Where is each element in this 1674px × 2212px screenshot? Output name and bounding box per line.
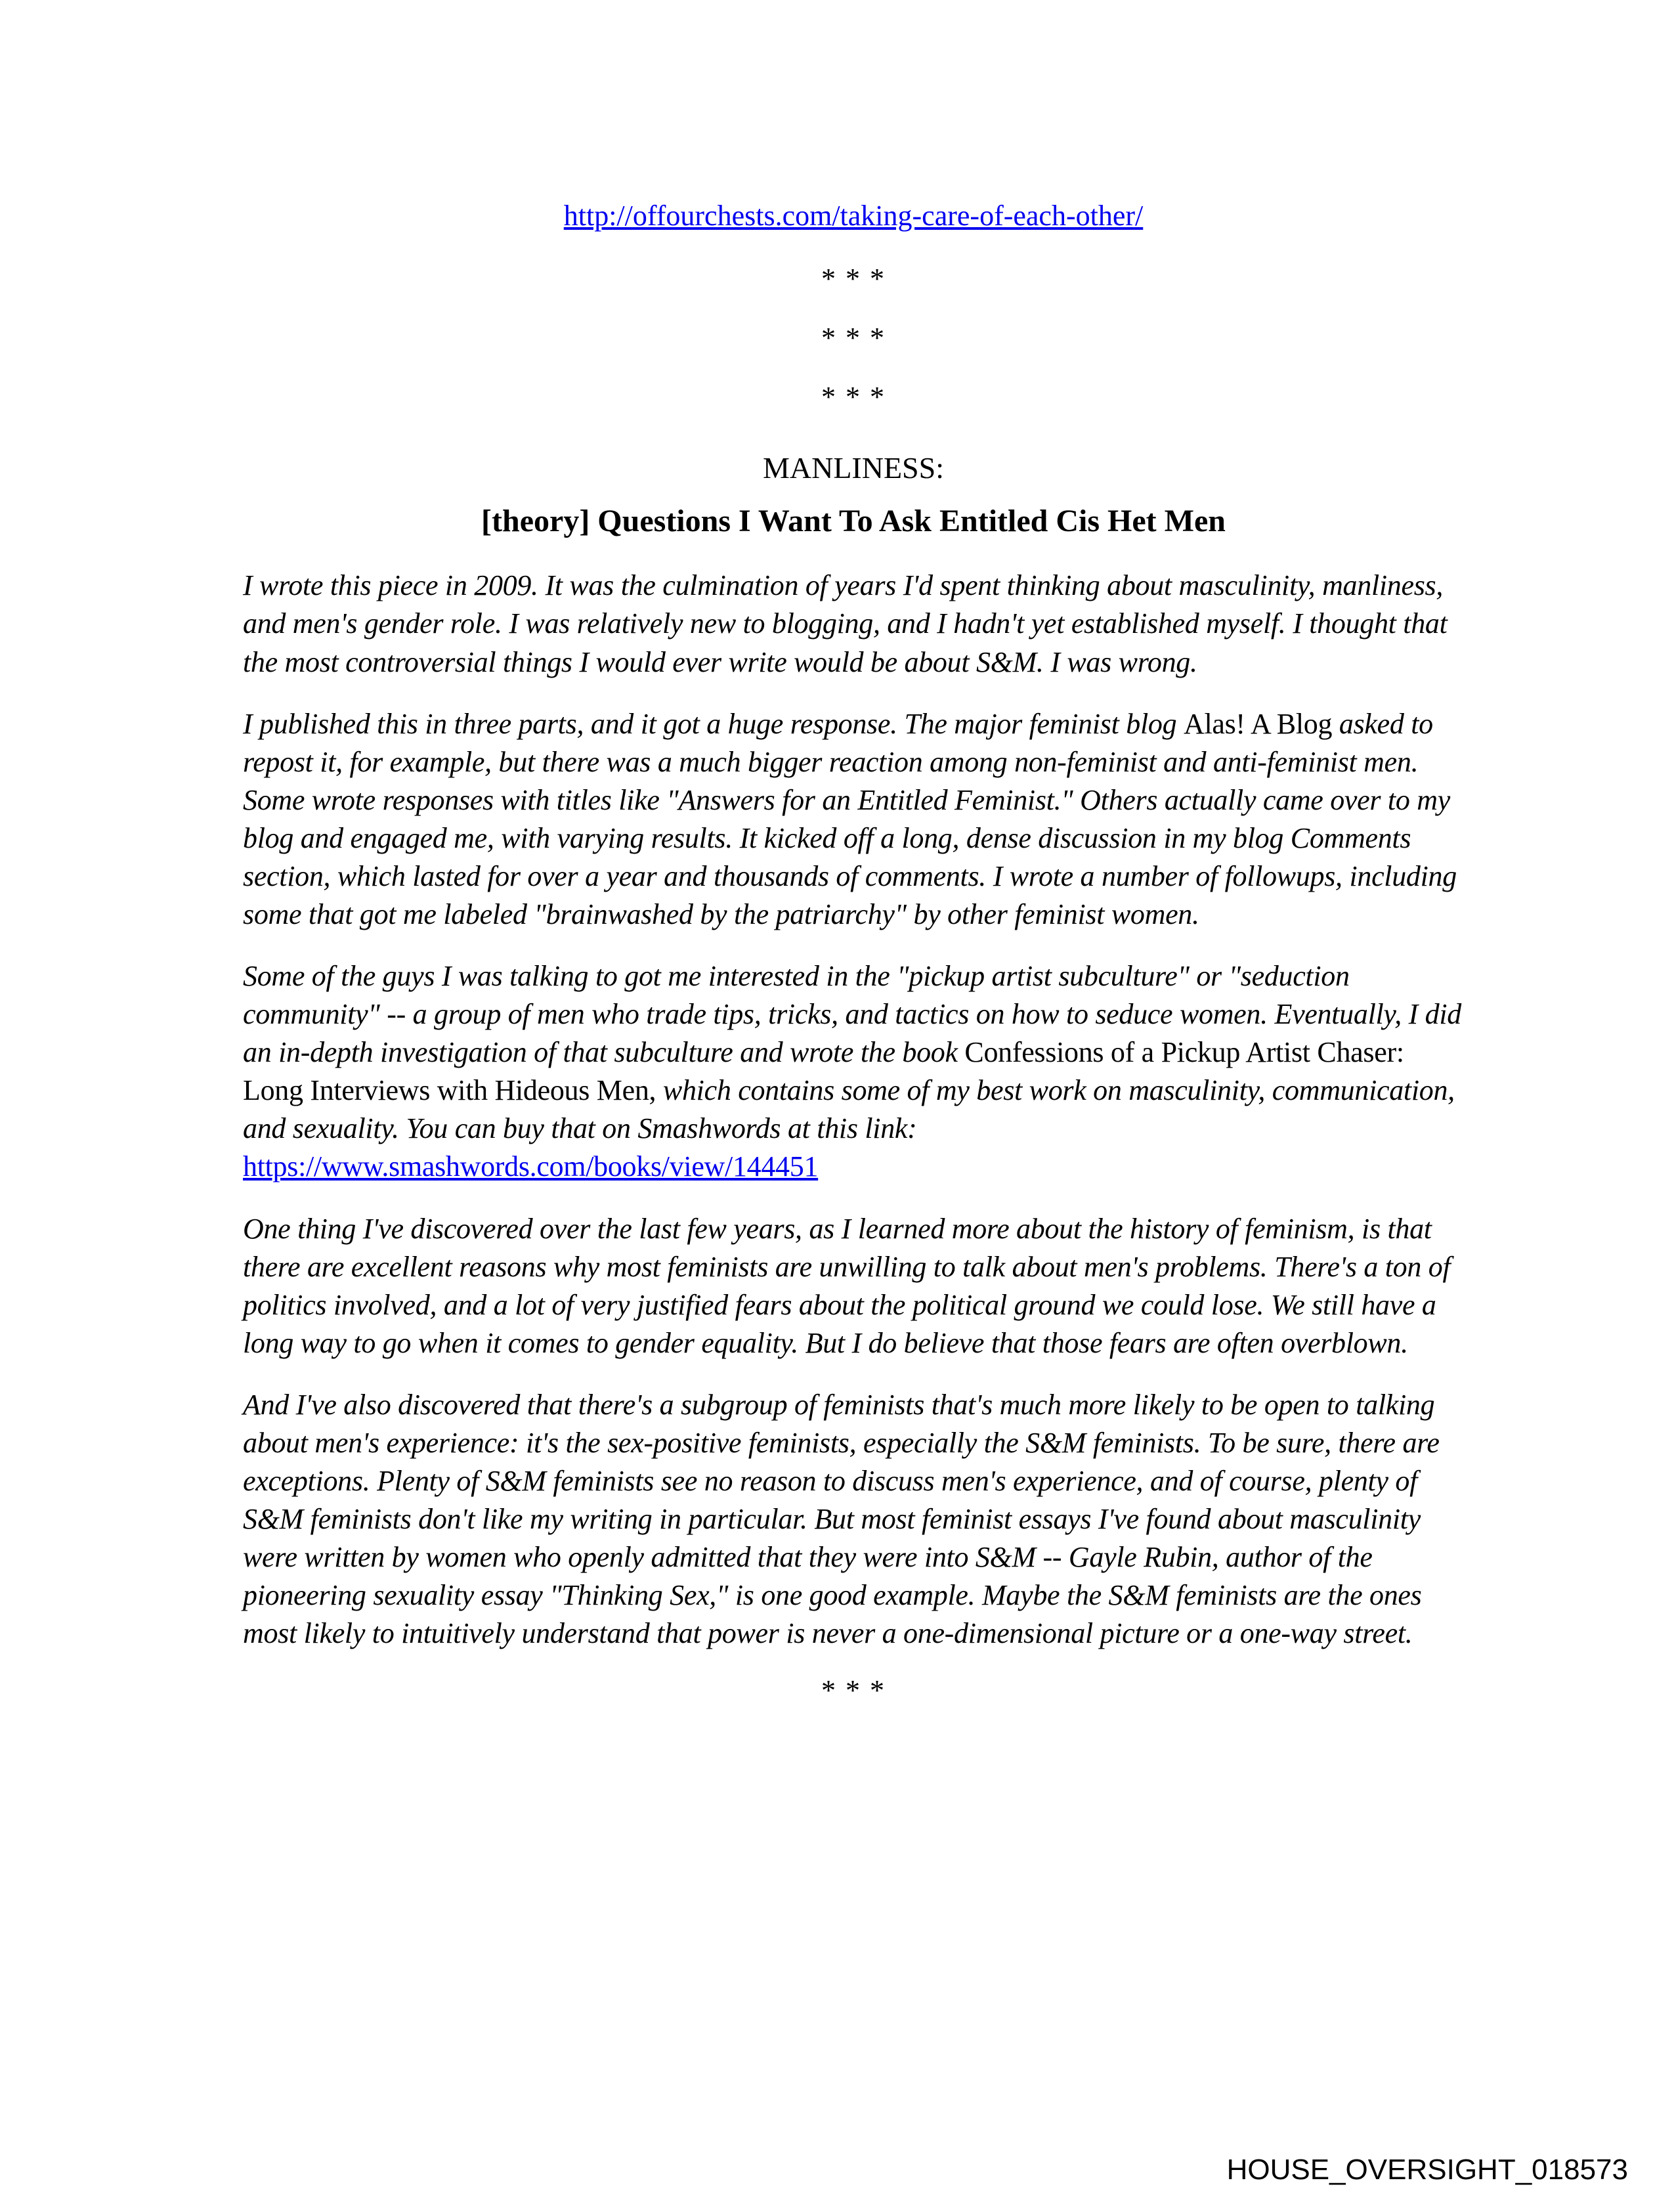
text-segment: asked to repost it, for example, but there was a much bigger reaction among non-feminist and anti-feminist men. Some wrote responses with titles like "Answers for an Entitled Feminist." Others actually came over to my blog and engaged me, with varying results. It kicked off a long, dense discussion in my blog Comments section, which lasted for over a year and thousands of comments. I wrote a number of followups, including some that got me labeled "brainwashed by the patriarchy" by other feminist women. xyxy=(243,707,1457,930)
paragraph xyxy=(243,1210,1464,1362)
asterisk-separator: * * * xyxy=(821,322,886,355)
asterisk-separator: * * * xyxy=(821,381,886,414)
asterisk-separator: * * * xyxy=(821,263,886,295)
smashwords-link[interactable]: https://www.smashwords.com/books/view/144451 xyxy=(243,1150,819,1183)
paragraph xyxy=(243,1386,1464,1653)
paragraph xyxy=(243,567,1464,681)
body-paragraphs xyxy=(243,567,1464,1653)
text-segment: And I've also discovered that there's a subgroup of feminists that's much more likely to be open to talking about men's experience: it's the sex-positive feminists, especially the S&M feminists. To be sure, there are exceptions. Plenty of S&M feminists see no reason to discuss men's experience, and of course, plenty of S&M feminists don't like my writing in particular. But most feminist essays I've found about masculinity were written by women who openly admitted that they were into S&M -- Gayle Rubin, author of the pioneering sexuality essay "Thinking Sex," is one good example. Maybe the S&M feminists are the ones most likely to intuitively understand that power is never a one-dimensional picture or a one-way street. xyxy=(243,1388,1440,1650)
offourchests-link[interactable]: http://offourchests.com/taking-care-of-each-other/ xyxy=(563,200,1144,232)
paragraph xyxy=(243,957,1464,1186)
text-segment: which contains some of my best work on masculinity, communication, and sexuality. You can buy that on Smashwords at this link: xyxy=(243,1074,1455,1145)
text-segment: I wrote this piece in 2009. It was the culmination of years I'd spent thinking about masculinity, manliness, and men's gender role. I was relatively new to blogging, and I hadn't yet established myself. I thought that the most controversial things I would ever write would be about S&M. I was wrong. xyxy=(243,569,1448,678)
text-segment: One thing I've discovered over the last few years, as I learned more about the history of feminism, is that there are excellent reasons why most feminists are unwilling to talk about men's problems. There's a ton of politics involved, and a lot of very justified fears about the political ground we could lose. We still have a long way to go when it comes to gender equality. But I do believe that those fears are often overblown. xyxy=(243,1212,1451,1359)
paragraph xyxy=(243,705,1464,934)
text-segment: Alas! A Blog xyxy=(1183,707,1333,740)
page-title: [theory] Questions I Want To Ask Entitled Cis Het Men xyxy=(481,503,1226,538)
top-link-row xyxy=(243,197,1464,234)
text-segment: Some of the guys I was talking to got me interested in the "pickup artist subculture" or "seduction community" -- a group of men who trade tips, tricks, and tactics on how to seduce women. Eventually, I did an in-depth investigation of that subculture and wrote the book xyxy=(243,960,1461,1069)
text-segment: Confessions of a Pickup Artist Chaser: Long Interviews with Hideous Men, xyxy=(243,1036,1404,1107)
closing-asterisk-separator: * * * xyxy=(821,1674,886,1707)
bates-stamp: HOUSE_OVERSIGHT_018573 xyxy=(1226,2154,1628,2186)
text-segment: I published this in three parts, and it got a huge response. The major feminist blog xyxy=(243,707,1184,740)
section-label: MANLINESS: xyxy=(762,451,945,485)
page-header xyxy=(243,197,1464,542)
